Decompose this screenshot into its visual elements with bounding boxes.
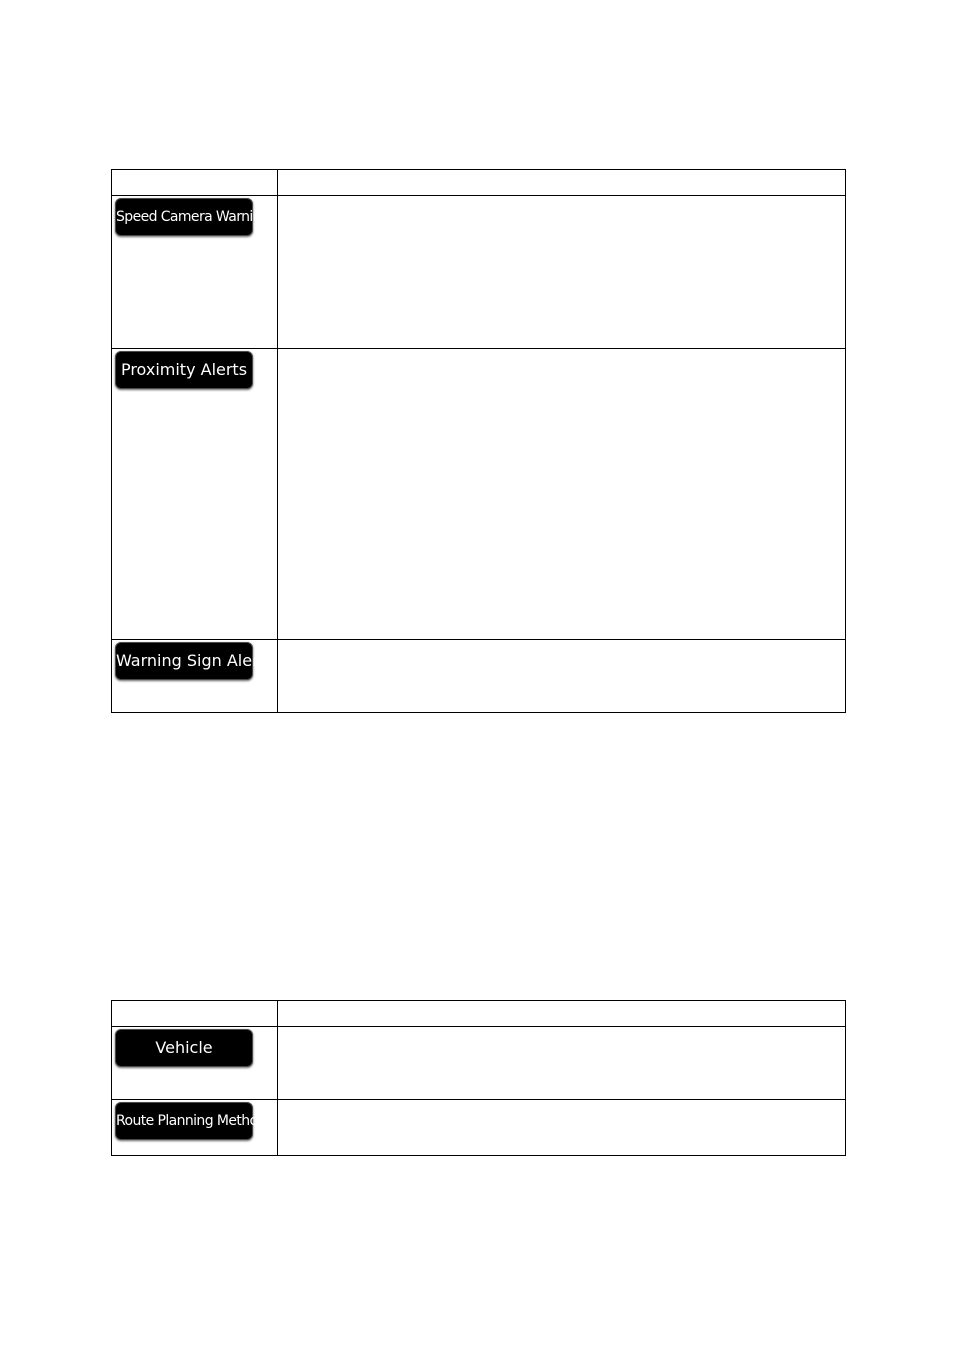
header-cell-button xyxy=(112,1001,278,1027)
vehicle-button[interactable]: Vehicle xyxy=(115,1029,253,1067)
table-row xyxy=(112,349,846,640)
table-row xyxy=(112,1100,846,1156)
header-cell-button xyxy=(112,170,278,196)
button-cell xyxy=(112,349,278,640)
button-cell xyxy=(112,196,278,349)
button-cell xyxy=(112,640,278,713)
table-row xyxy=(112,640,846,713)
description-cell xyxy=(278,349,846,640)
button-cell xyxy=(112,1027,278,1100)
header-cell-description xyxy=(278,1001,846,1027)
description-cell xyxy=(278,1027,846,1100)
alert-settings-table xyxy=(111,169,846,713)
description-cell xyxy=(278,196,846,349)
description-cell xyxy=(278,1100,846,1156)
speed-camera-warning-button[interactable]: Speed Camera Warning xyxy=(115,198,253,236)
route-planning-method-button[interactable]: Route Planning Method xyxy=(115,1102,253,1140)
description-cell xyxy=(278,640,846,713)
table-header-row xyxy=(112,1001,846,1027)
table-header-row xyxy=(112,170,846,196)
warning-sign-alerts-button[interactable]: Warning Sign Alerts xyxy=(115,642,253,680)
proximity-alerts-button[interactable]: Proximity Alerts xyxy=(115,351,253,389)
header-cell-description xyxy=(278,170,846,196)
button-cell xyxy=(112,1100,278,1156)
table-row xyxy=(112,196,846,349)
table-row xyxy=(112,1027,846,1100)
route-settings-table xyxy=(111,1000,846,1156)
